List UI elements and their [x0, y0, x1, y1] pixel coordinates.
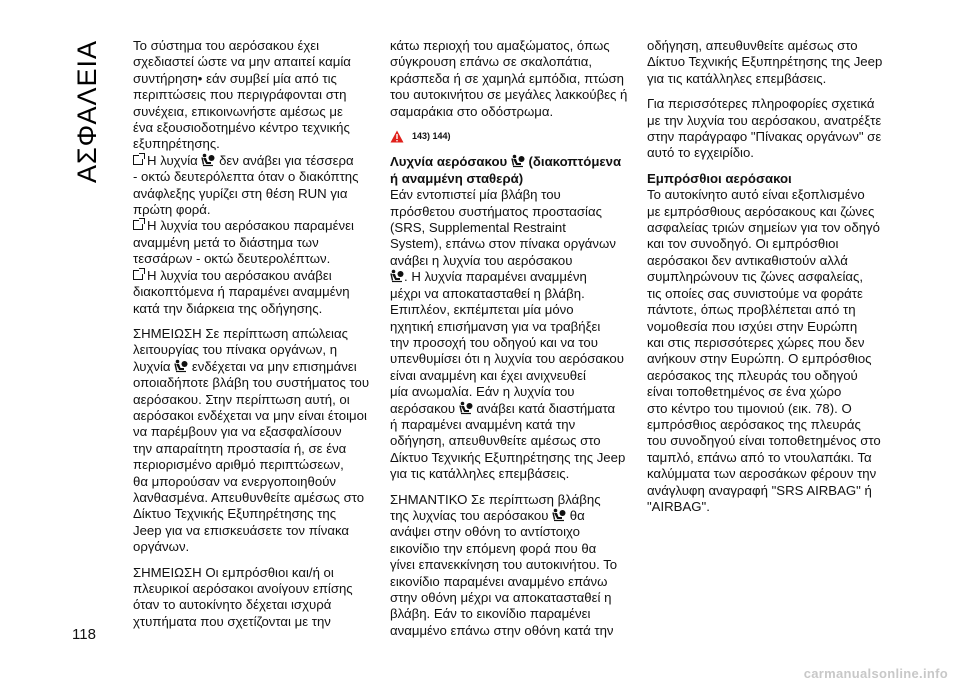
- text-column-1: [133, 38, 373, 630]
- watermark: carmanualsonline.info: [803, 666, 948, 681]
- paragraph-important: ΣΗΜΑΝΤΙΚΟ Σε περίπτωση βλάβης της λυχνίας του αερόσακου θα ανάψει στην οθόνη το αντίστοιχο εικονίδιο την επόμενη φορά που θα γίνει επανεκκίνηση του αυτοκινήτου. Το εικονίδιο παραμένει αναμμένο επάνω στην οθόνη μέχρι να αποκατασταθεί η βλάβη. Εάν το εικονίδιο παραμένει αναμμένο επάνω στην οθόνη κατά την: [390, 491, 618, 638]
- bullet-square-icon: [133, 270, 143, 280]
- note-paragraph-1: ΣΗΜΕΙΩΣΗ Σε περίπτωση απώλειας λειτουργίας του πίνακα οργάνων, η λυχνία ενδέχεται να μην επισημάνει οποιαδήποτε βλάβη του συστήματος του αερόσακου. Στην περίπτωση αυτή, οι αερόσακοι ενδέχεται να μην είναι έτοιμοι να παρέμβουν για να εξασφαλίσουν την απαραίτητη προστασία ή, σε ένα περιορισμένο αριθμό περιπτώσεων, θα μπορούσαν να ενεργοποιηθούν λανθασμένα. Απευθυνθείτε αμέσως στο Δίκτυο Τεχνικής Εξυπηρέτησης της Jeep για να επισκευάσετε τον πίνακα οργάνων.: [133, 325, 370, 555]
- bullet-item-3: Η λυχνία του αερόσακου ανάβει διακοπτόμενα ή παραμένει αναμμένη κατά την διάρκεια της οδήγησης.: [133, 267, 350, 316]
- section-heading-airbag-light: Λυχνία αερόσακου (διακοπτόμενα ή αναμμένη σταθερά): [390, 154, 622, 186]
- paragraph-more-info: Για περισσότερες πληροφορίες σχετικά με την λυχνία του αερόσακου, ανατρέξτε στην παράγραφο "Πίνακας οργάνων" σε αυτό το εγχειρίδιο.: [647, 96, 882, 161]
- paragraph-front-airbags: Το αυτοκίνητο αυτό είναι εξοπλισμένο με εμπρόσθιους αερόσακους και ζώνες ασφαλείας τριών σημείων για τον οδηγό και τον συνοδηγό. Οι εμπρόσθιοι αερόσακοι δεν αντικαθιστούν αλλά συμπληρώνουν τις ζώνες ασφαλείας, τις οποίες σας συνιστούμε να φοράτε πάντοτε, όπως προβλέπεται από τη νομοθεσία που ισχύει στην Ευρώπη και στις περισσότερες χώρες που δεν ανήκουν στην Ευρώπη. Ο εμπρόσθιος αερόσακος της πλευράς του οδηγού είναι τοποθετημένος σε ένα χώρο στο κέντρο του τιμονιού (εικ. 78). Ο εμπρόσθιος αερόσακος της πλευράς του συνοδηγού είναι τοποθετημένος στο ταμπλό, επάνω από το ντουλαπάκι. Τα καλύμματα των αεροσάκων φέρουν την ανάγλυφη αναγραφή "SRS AIRBAG" ή "AIRBAG".: [647, 187, 881, 514]
- paragraph-continued: κάτω περιοχή του αμαξώματος, όπως σύγκρουση επάνω σε σκαλοπάτια, κράσπεδα ή σε χαμηλά εμπόδια, πτώση του αυτοκινήτου σε μεγάλες λακκούβες ή σαμαράκια στο οδόστρωμα.: [390, 38, 628, 119]
- page-number: 118: [72, 626, 96, 643]
- text-column-3: [647, 38, 887, 515]
- warning-references: [390, 128, 630, 144]
- note-paragraph-2: ΣΗΜΕΙΩΣΗ Οι εμπρόσθιοι και/ή οι πλευρικοί αερόσακοι ανοίγουν επίσης όταν το αυτοκίνητο δέχεται ισχυρά χτυπήματα που σχετίζονται με την: [133, 564, 353, 629]
- airbag-warning-icon: [552, 508, 566, 522]
- section-title: ΑΣΦΑΛΕΙΑ: [72, 39, 103, 183]
- airbag-warning-icon: [459, 401, 473, 415]
- section-heading-front-airbags: Εμπρόσθιοι αερόσακοι: [647, 170, 792, 186]
- text-column-2: [390, 38, 630, 639]
- bullet-square-icon: [133, 220, 143, 230]
- airbag-warning-icon: [390, 269, 404, 283]
- paragraph-intro: Το σύστημα του αερόσακου έχει σχεδιαστεί ώστε να μην απαιτεί καμία συντήρηση• εάν συμβεί μία από τις περιπτώσεις που περιγράφονται στη συνέχεια, επικοινωνήστε αμέσως με ένα εξουσιοδοτημένο κέντρο τεχνικής εξυπηρέτησης.: [133, 38, 351, 152]
- paragraph-continued-3: οδήγηση, απευθυνθείτε αμέσως στο Δίκτυο Τεχνικής Εξυπηρέτησης της Jeep για τις κατάλληλες επεμβάσεις.: [647, 38, 883, 86]
- bullet-item-2: Η λυχνία του αερόσακου παραμένει αναμμένη μετά το διάστημα των τεσσάρων - οκτώ δευτερολέπτων.: [133, 218, 354, 267]
- airbag-warning-icon: [511, 154, 525, 168]
- airbag-warning-icon: [201, 153, 215, 167]
- warning-triangle-icon: [390, 130, 404, 143]
- paragraph-fault-detection: Εάν εντοπιστεί μία βλάβη του πρόσθετου συστήματος προστασίας (SRS, Supplemental Restraint System), επάνω στον πίνακα οργάνων ανάβει η λυχνία του αερόσακου . Η λυχνία παραμένει αναμμένη μέχρι να αποκατασταθεί η βλάβη. Επιπλέον, εκπέμπεται μία μόνο ηχητική επισήμανση για να τραβήξει την προσοχή του οδηγού και να του υπενθυμίσει ότι η λυχνία του αερόσακου είναι αναμμένη και έχει ανιχνευθεί μία ανωμαλία. Εάν η λυχνία του αερόσακου ανάβει κατά διαστήματα ή παραμένει αναμμένη κατά την οδήγηση, απευθυνθείτε αμέσως στο Δίκτυο Τεχνικής Εξυπηρέτησης της Jeep για τις κατάλληλες επεμβάσεις.: [390, 187, 626, 482]
- warning-reference-numbers: 143) 144): [412, 131, 451, 142]
- bullet-square-icon: [133, 155, 143, 165]
- bullet-item-1: Η λυχνία δεν ανάβει για τέσσερα - οκτώ δευτερόλεπτα όταν ο διακόπτης ανάφλεξης γυρίζει στη θέση RUN για πρώτη φορά.: [133, 152, 359, 218]
- airbag-warning-icon: [174, 359, 188, 373]
